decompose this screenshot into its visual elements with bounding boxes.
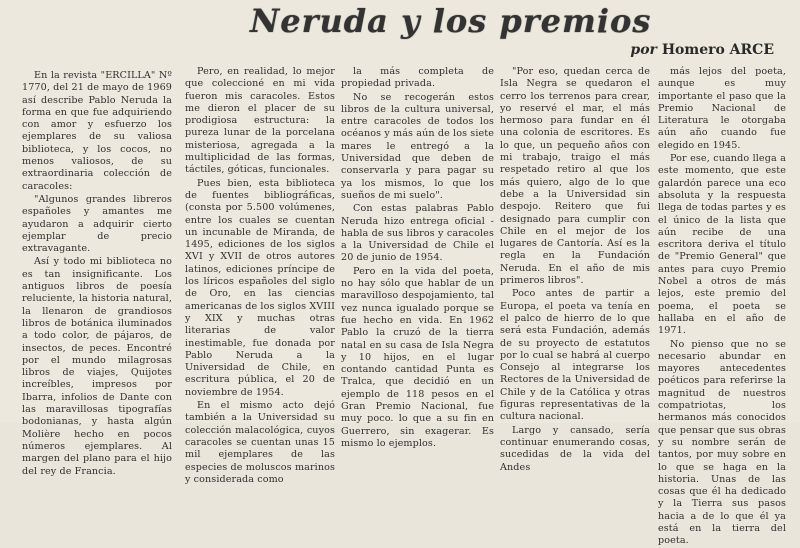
article-column-3: [341, 66, 494, 449]
paragraph: En el mismo acto dejó también a la Universidad su colección malacológica, cuyos caracoles se cuentan unas 15 mil ejemplares de las especies de moluscos marinos y considerada como: [185, 400, 335, 485]
paragraph: Pero en la vida del poeta, no hay sólo que hablar de un maravilloso despojamiento, tal vez nunca igualado porque se fue hecho en vida. En 1962 Pablo la cruzó de la tierra natal en su casa de Isla Negra y 10 hijos, en el lugar contando cantidad Punta es Tralca, que decidió en un ejemplo de 118 pesos en el Gran Premio Nacional, fue muy poco. lo que a su fin en Guerrero, sin exagerar. Es mismo lo ejemplos.: [341, 265, 494, 449]
byline-author: Homero ARCE: [661, 42, 774, 58]
paragraph: la más completa de propiedad privada.: [341, 66, 494, 90]
paragraph: Con estas palabras Pablo Neruda hizo entrega oficial -habla de sus libros y caracoles a la Universidad de Chile el 20 de junio de 1954.: [341, 203, 494, 264]
paragraph: Poco antes de partir a Europa, el poeta va tenía en el palco de hierro de lo que será esta Fundación, además de su proyecto de estatutos por lo cual se habrá al cuerpo Consejo al integrarse los Rectores de la Universidad de Chile y de la Católica y otras figuras representativas de la cultura nacional.: [500, 288, 650, 423]
article-column-4: [500, 66, 650, 473]
paragraph: No se recogerán estos libros de la cultura universal, entre caracoles de todos los océanos y más aún de los siete mares le entregó a la Universidad que deben de conservarla y para pagar su ya los mismos, lo que los sueños de mi suelo".: [341, 91, 494, 201]
paragraph: Así y todo mi biblioteca no es tan insignificante. Los antiguos libros de poesía reluciente, la historia natural, la llenaron de grandiosos libros de botánica iluminados a todo color, de pájaros, de insectos, de peces. Encontré por el mundo milagrosas libros de viajes, Quijotes increíbles, impresos por Ibarra, infolios de Dante con las maravillosas tipografías bodonianas, y hasta algún Molière hecho en pocos números ejemplares. Al margen del plano para el hijo del rey de Francia.: [22, 256, 172, 477]
paragraph: Pues bien, esta biblioteca de fuentes bibliográficas, (consta por 5.500 volúmenes, entre los cuales se cuentan un incunable de Miranda, de 1495, ediciones de los siglos XVI y XVII de otros autores latinos, ediciones príncipe de los líricos españoles del siglo de Oro, en las ciencias americanas de los siglos XVIII y XIX y muchas otras literarias de valor inestimable, fue donada por Pablo Neruda a la Universidad de Chile, en escritura pública, el 20 de noviembre de 1954.: [185, 177, 335, 398]
article-byline: [630, 42, 774, 58]
article-headline: Neruda y los premios: [250, 2, 652, 40]
article-column-5: [658, 66, 786, 547]
paragraph: Largo y cansado, sería continuar enumerando cosas, sucedidas de la vida del Andes: [500, 424, 650, 473]
article-column-1: [22, 70, 172, 477]
article-column-2: [185, 66, 335, 485]
byline-prefix: por: [630, 42, 657, 58]
paragraph: "Por eso, quedan cerca de Isla Negra se quedaron el cerro los terrenos para crear, yo reservé el mar, el más hermoso para fundar en él una colonia de escritores. Es lo que, un pequeño años con mi trabajo, traigo el más respetado retiro al que los más quiero, algo de lo que debe a la Universidad sin despojo. Reitero que fui designado para cumplir con Chile en el mejor de los lugares de Cantoría. Así es la regla en la Fundación Neruda. En el año de mis primeros libros".: [500, 66, 650, 287]
paragraph: Por ese, cuando llega a este momento, que este galardón parece una eco absoluta y la respuesta llega de todas partes y es el único de la lista que aún recibe de una escritora deriva el título de "Premio General" que antes para cuyo Premio Nobel a otros de más lejos, este premio del poema, el poeta se hallaba en el año de 1971.: [658, 153, 786, 337]
paragraph: Pero, en realidad, lo mejor que coleccioné en mi vida fueron mis caracoles. Estos me dieron el placer de su prodigiosa estructura: la pureza lunar de la porcelana misteriosa, agregada a la multiplicidad de las formas, táctiles, góticas, funcionales.: [185, 66, 335, 176]
paragraph: No pienso que no se necesario abundar en mayores antecedentes poéticos para referirse la magnitud de nuestros compatriotas, los hermanos más conocidos que pensar que sus obras y su nombre serán de tantos, por muy sobre en lo que se haga en la historia. Unas de las cosas que él ha dedicado y la Tierra sus pasos hacia a de lo que él ya está en la tierra del poeta.: [658, 338, 786, 547]
paragraph: más lejos del poeta, aunque es muy importante el paso que la Premio Nacional de Literatura le otorgaba aún año cuando fue elegido en 1945.: [658, 66, 786, 151]
paragraph: En la revista "ERCILLA" Nº 1770, del 21 de mayo de 1969 así describe Pablo Neruda la forma en que fue adquiriendo con amor y esfuerzo los ejemplares de su valiosa biblioteca, y los cocos, no menos valiosos, de su extraordinaria colección de caracoles:: [22, 70, 172, 192]
paragraph: "Algunos grandes libreros españoles y amantes me ayudaron a adquirir cierto ejemplar de precio extravagante.: [22, 193, 172, 255]
